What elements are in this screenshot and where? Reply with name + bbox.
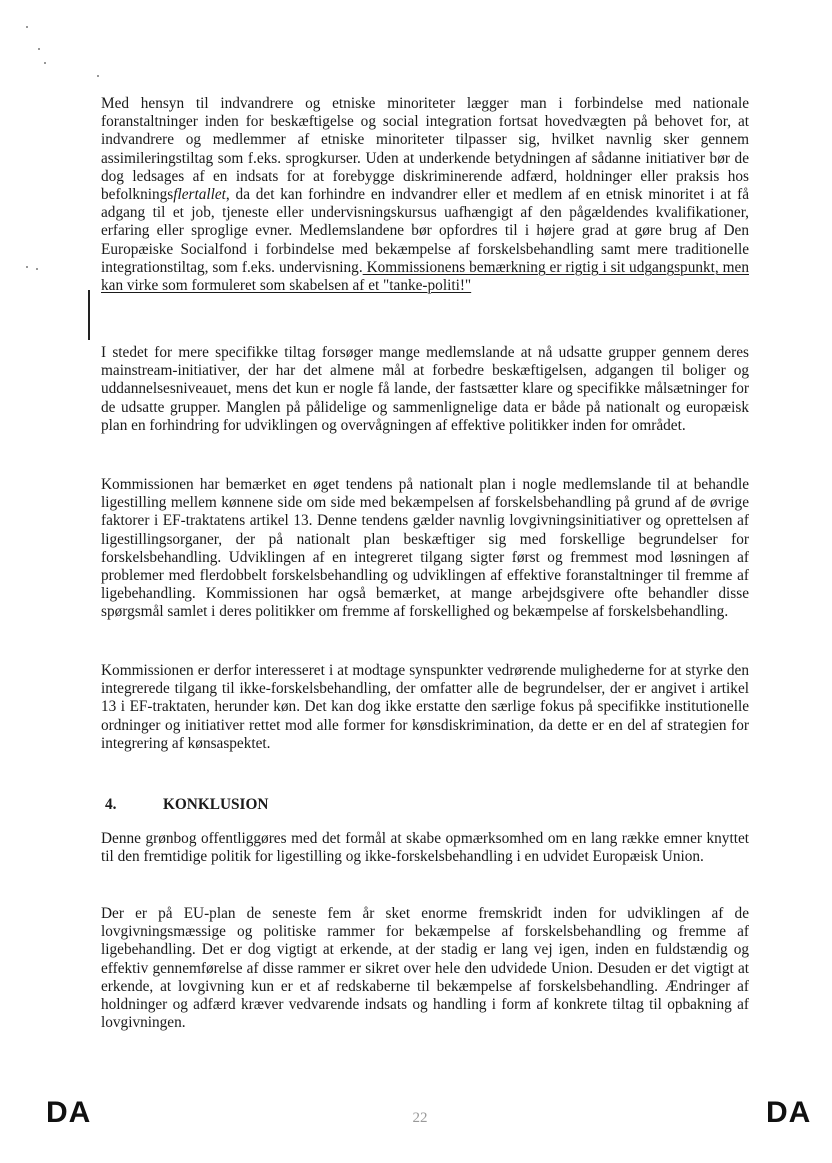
paragraph-immigrants — [101, 95, 749, 295]
paragraph-gender-equality: Kommissionen har bemærket en øget tendens på nationalt plan i nogle medlemslande til at behandle ligestilling mellem kønnene side om side med bekæmpelsen af forskelsbehandling på grund af de øvrige faktorer i EF-traktatens artikel 13. Denne tendens gælder navnlig lovgivningsinitiativer og oprettelsen af ligestillingsorganer, der på nationalt plan beskæftiger sig med forskellige begrundelser for forskelsbehandling. Udviklingen af en integreret tilgang sigter først og fremmest mod løsningen af problemer med flerdobbelt forskelsbehandling og udviklingen af effektive foranstaltninger til fremme af ligebehandling. Kommissionen har også bemærket, at mange arbejdsgivere ofte behandler disse spørgsmål samlet i deres politikker om fremme af forskellighed og bekæmpelse af forskelsbehandling. — [101, 476, 749, 621]
handwritten-remark: Kommissionens bemærkning er rigtig i sit udgangspunkt, men kan virke som formuleret som skabelsen af et "tanke-politi!" — [101, 258, 749, 295]
footer-language-right: DA — [766, 1096, 812, 1129]
section-title: KONKLUSION — [163, 796, 269, 813]
scan-speck — [26, 266, 28, 268]
scan-speck — [38, 48, 40, 50]
paragraph-eu-progress: Der er på EU-plan de seneste fem år sket enorme fremskridt inden for udviklingen af de lovgivningsmæssige og politiske rammer for bekæmpelse af forskelsbehandling og fremme af ligebehandling. Det er dog vigtigt at erkende, at der stadig er lang vej igen, inden en fuldstændig og effektiv gennemførelse af disse rammer er sikret over hele den udvidede Union. Desuden er det vigtigt at erkende, at lovgivning kun er et af redskaberne til bekæmpelse af forskelsbehandling. Ændringer af holdninger og adfærd kræver vedvarende indsats og handling i form af konkrete tiltag til opbakning af lovgivningen. — [101, 905, 749, 1032]
margin-change-bar — [88, 290, 90, 340]
section-heading — [105, 796, 505, 814]
paragraph-integrated-approach: Kommissionen er derfor interesseret i at modtage synspunkter vedrørende mulighederne for at styrke den integrerede tilgang til ikke-forskelsbehandling, der omfatter alle de begrundelser, der er angivet i artikel 13 i EF-traktaten, herunder køn. Det kan dog ikke erstatte den særlige fokus på specifikke institutionelle ordninger og initiativer rettet mod alle former for kønsdiskrimination, da dette er en del af strategien for integrering af kønsaspektet. — [101, 662, 749, 752]
scan-speck — [44, 62, 46, 64]
scan-speck — [97, 75, 99, 77]
paragraph-immigrants-text: Med hensyn til indvandrere og etniske minoriteter lægger man i forbindelse med nationale foranstaltninger inden for beskæftigelse og social integration fortsat hovedvægten på behovet for, at indvandrere og medlemmer af etniske minoriteter tilpasser sig, hvilket navnlig sker gennem assimileringstiltag som f.eks. sprogkurser. Uden at underkende betydningen af sådanne initiativer bør de dog ledsages af en indsats for at forebygge diskriminerende adfærd, holdninger eller praksis hos befolknings — [101, 95, 749, 204]
paragraph-mainstream: I stedet for mere specifikke tiltag forsøger mange medlemslande at nå udsatte grupper gennem deres mainstream-initiativer, der har det almene mål at forbedre beskæftigelsen, adgangen til boliger og uddannelsesniveauet, mens det kun er nogle få lande, der fastsætter klare og specifikke målsætninger for de udsatte grupper. Manglen på pålidelige og sammenlignelige data er både på nationalt og europæisk plan en forhindring for udviklingen og overvågningen af effektive politikker inden for området. — [101, 344, 749, 434]
footer-language-left: DA — [46, 1096, 92, 1129]
paragraph-green-paper: Denne grønbog offentliggøres med det formål at skabe opmærksomhed om en lang række emner knyttet til den fremtidige politik for ligestilling og ikke-forskelsbehandling i en udvidet Europæisk Union. — [101, 830, 749, 866]
scan-speck — [36, 268, 38, 270]
section-number: 4. — [105, 796, 117, 813]
paragraph-immigrants-rest: , da det kan forhindre en indvandrer eller et medlem af en etnisk minoritet i at få adgang til et job, tjeneste eller undervisningskursus uafhængigt af den pågældendes kvalifikationer, erfaring eller sproglige evner. Medlemslandene bør opfordres til i højere grad at gøre brug af Den Europæiske Socialfond i forbindelse med bekæmpelse af forskelsbehandling samt mere traditionelle integrationstiltag, som f.eks. undervisning. — [101, 186, 749, 276]
page-number: 22 — [412, 1110, 428, 1126]
paragraph-immigrants-italic: flertallet — [173, 186, 226, 204]
scan-speck — [26, 26, 28, 28]
